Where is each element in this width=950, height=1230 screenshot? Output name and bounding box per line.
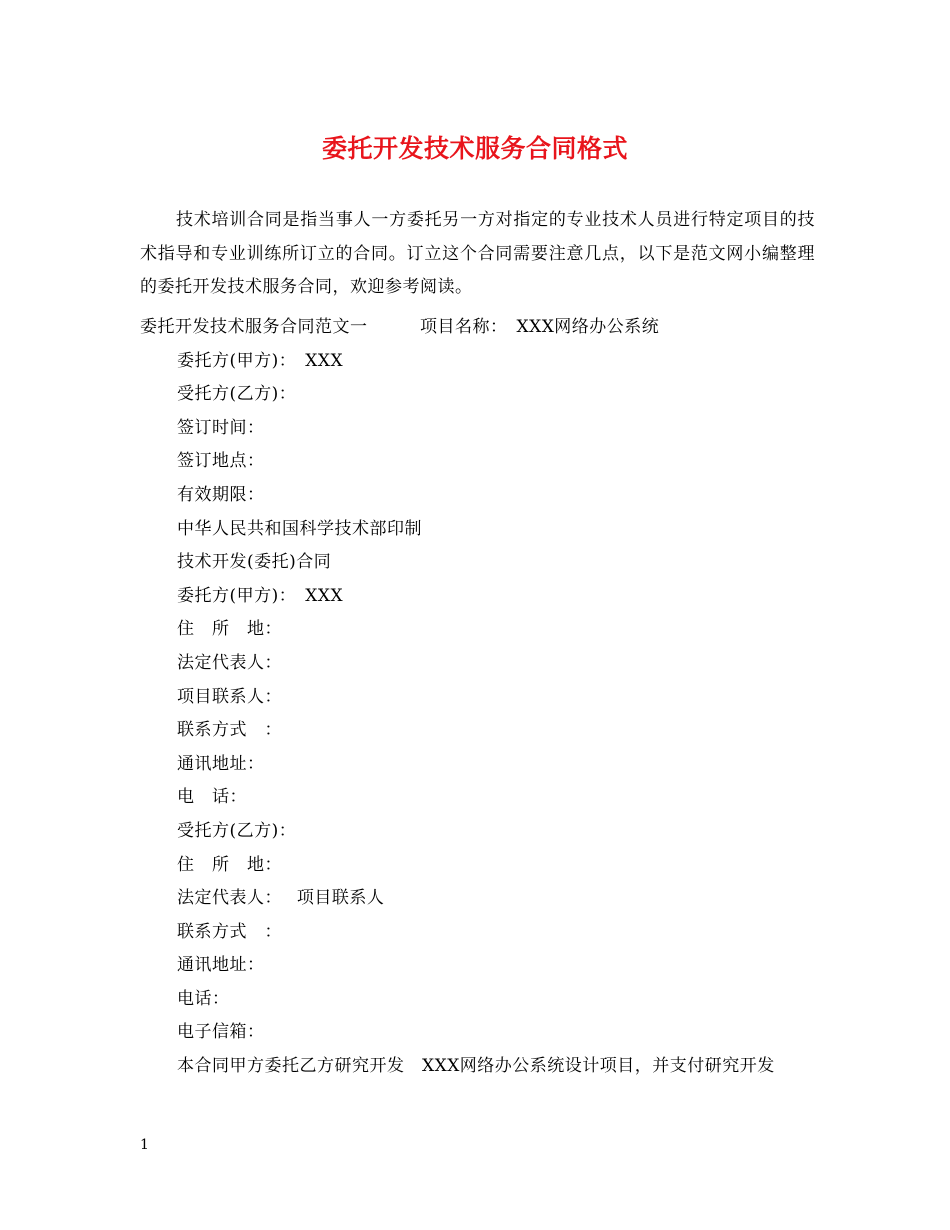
contract-line-contractor-contact-method: 联系方式 ： xyxy=(177,921,282,942)
contract-line-contractor-legal-rep: 法定代表人： 项目联系人 xyxy=(177,888,385,909)
contract-body xyxy=(140,311,830,1084)
contract-line-contract-type: 技术开发(委托)合同 xyxy=(177,552,332,573)
contract-line-client: 委托方(甲方)： XXX xyxy=(177,350,344,371)
contract-line-contractor-phone: 电话： xyxy=(177,988,230,1009)
contract-line-contractor-address: 住 所 地： xyxy=(177,854,282,875)
contract-line-signing-time: 签订时间： xyxy=(177,417,265,438)
contract-line-client-contact-method: 联系方式 ： xyxy=(177,720,282,741)
contract-line-clause-start: 本合同甲方委托乙方研究开发 XXX网络办公系统设计项目，并支付研究开发 xyxy=(177,1056,775,1077)
contract-line-client-address: 住 所 地： xyxy=(177,619,282,640)
page-number: 1 xyxy=(140,1137,149,1153)
contract-line-client-legal-rep: 法定代表人： xyxy=(177,652,282,673)
contract-line-contractor: 受托方(乙方)： xyxy=(177,384,297,405)
contract-line-client-party: 委托方(甲方)： XXX xyxy=(177,585,344,606)
contract-line-client-contact-person: 项目联系人： xyxy=(177,686,282,707)
contract-line-signing-place: 签订地点： xyxy=(177,451,265,472)
document-title: 委托开发技术服务合同格式 xyxy=(321,134,628,163)
contract-line-contractor-mailing-address: 通讯地址： xyxy=(177,955,265,976)
contract-line-client-mailing-address: 通讯地址： xyxy=(177,753,265,774)
contract-line-contractor-party: 受托方(乙方)： xyxy=(177,820,297,841)
contract-line-printed-by: 中华人民共和国科学技术部印制 xyxy=(177,518,422,539)
intro-paragraph: 技术培训合同是指当事人一方委托另一方对指定的专业技术人员进行特定项目的技术指导和专业训练所订立的合同。订立这个合同需要注意几点，以下是范文网小编整理的委托开发技术服务合同，欢迎参考阅读。 xyxy=(140,210,815,297)
contract-line-client-phone: 电 话： xyxy=(177,787,247,808)
contract-line-validity: 有效期限： xyxy=(177,484,265,505)
contract-line-example-heading: 委托开发技术服务合同范文一 项目名称： XXX网络办公系统 xyxy=(140,317,660,337)
contract-line-contractor-email: 电子信箱： xyxy=(177,1022,265,1043)
